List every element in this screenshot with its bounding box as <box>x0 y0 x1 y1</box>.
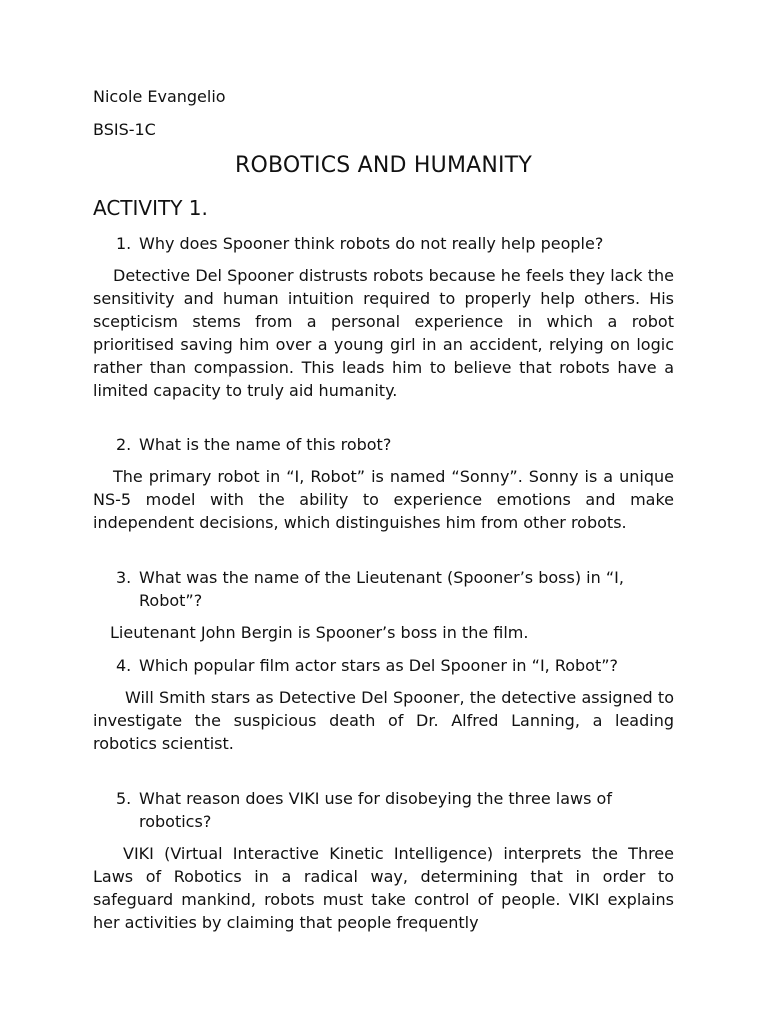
author-section: BSIS-1C <box>93 120 156 139</box>
question-number: 3. <box>116 568 132 587</box>
question-2 <box>93 433 674 456</box>
question-3 <box>93 566 674 612</box>
answer-1: Detective Del Spooner distrusts robots because he feels they lack the sensitivity and human intuition required to properly help others. His scepticism stems from a personal experience in which a robot prioritised saving him over a young girl in an accident, relying on logic rather than compassion. This leads him to believe that robots have a limited capacity to truly aid humanity. <box>93 266 674 400</box>
author-name: Nicole Evangelio <box>93 87 226 106</box>
answer-4: Will Smith stars as Detective Del Spooner, the detective assigned to investigate the suspicious death of Dr. Alfred Lanning, a leading robotics scientist. <box>93 688 674 753</box>
question-5 <box>93 787 674 833</box>
question-text: What reason does VIKI use for disobeying the three laws of robotics? <box>139 789 612 831</box>
document-title: ROBOTICS AND HUMANITY <box>234 153 532 178</box>
question-text: Why does Spooner think robots do not really help people? <box>139 234 604 253</box>
qa-item-1 <box>93 232 674 402</box>
answer-3: Lieutenant John Bergin is Spooner’s boss in the film. <box>110 623 529 642</box>
question-number: 1. <box>116 234 132 253</box>
answer-5: VIKI (Virtual Interactive Kinetic Intelligence) interprets the Three Laws of Robotics in a radical way, determining that in order to safeguard mankind, robots must take control of people. VIKI explains her activities by claiming that people frequently <box>93 844 674 932</box>
activity-heading: ACTIVITY 1. <box>93 196 208 220</box>
question-number: 5. <box>116 789 132 808</box>
qa-item-3 <box>93 566 674 644</box>
qa-item-2 <box>93 433 674 534</box>
question-text: Which popular film actor stars as Del Spooner in “I, Robot”? <box>139 656 619 675</box>
question-number: 4. <box>116 656 132 675</box>
question-number: 2. <box>116 435 132 454</box>
answer-2: The primary robot in “I, Robot” is named “Sonny”. Sonny is a unique NS-5 model with the ability to experience emotions and make independent decisions, which distinguishes him from other robots. <box>93 467 674 532</box>
qa-item-4 <box>93 654 674 755</box>
question-text: What is the name of this robot? <box>139 435 392 454</box>
qa-item-5 <box>93 787 674 934</box>
question-text: What was the name of the Lieutenant (Spooner’s boss) in “I, Robot”? <box>139 568 624 610</box>
question-4 <box>93 654 674 677</box>
question-1 <box>93 232 674 255</box>
